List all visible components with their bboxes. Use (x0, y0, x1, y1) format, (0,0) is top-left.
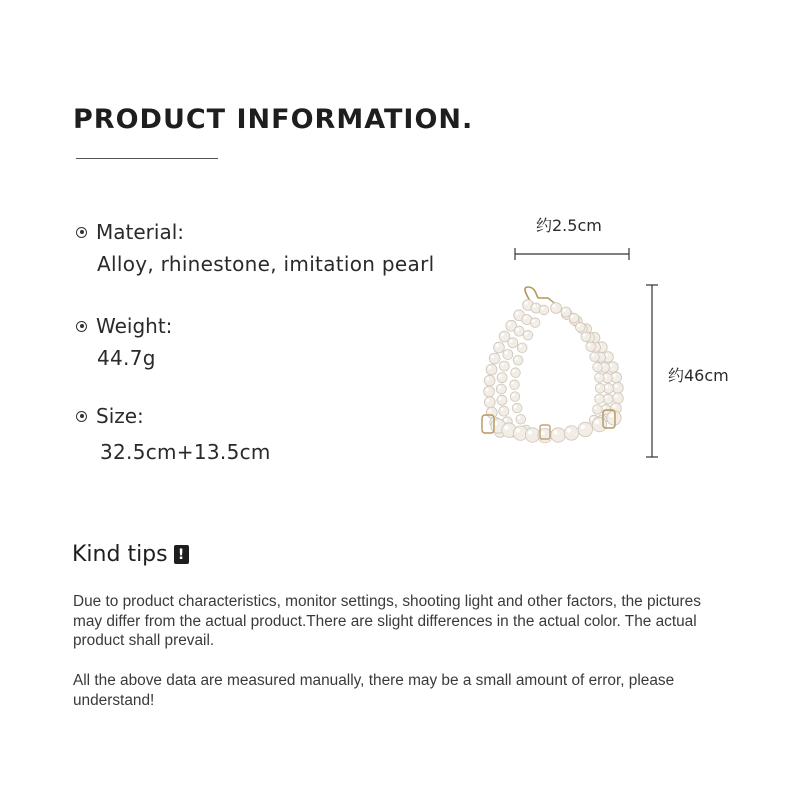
length-label: 约46cm (668, 366, 729, 385)
kind-tips-label: Kind tips (72, 542, 168, 567)
spec-size (76, 404, 271, 464)
width-label: 约2.5cm (536, 216, 602, 235)
tips-paragraph-1: Due to product characteristics, monitor settings, shooting light and other factors, the pictures may differ from the actual product.There are slight differences in the actual color. The actual product shall prevail. (73, 593, 701, 649)
bullet-icon (76, 411, 87, 422)
spec-size-label: Size: (96, 404, 144, 428)
kind-tips-heading (72, 542, 189, 567)
spec-weight-label: Weight: (96, 314, 173, 338)
width-dimension-line (515, 248, 629, 260)
necklace-image (482, 287, 623, 443)
spec-material (76, 220, 434, 276)
spec-size-value: 32.5cm+13.5cm (100, 440, 271, 464)
page-title: PRODUCT INFORMATION. (73, 104, 474, 135)
bullet-icon (76, 321, 87, 332)
spec-weight (76, 314, 172, 370)
spec-material-value: Alloy, rhinestone, imitation pearl (97, 252, 435, 276)
title-underline (76, 158, 218, 159)
length-dimension-line (646, 285, 658, 457)
spec-weight-value: 44.7g (97, 346, 156, 370)
bullet-icon (76, 227, 87, 238)
exclamation-icon: ! (174, 545, 189, 564)
tips-paragraph-2: All the above data are measured manually, there may be a small amount of error, please understand! (73, 672, 675, 709)
spec-material-label: Material: (96, 220, 184, 244)
